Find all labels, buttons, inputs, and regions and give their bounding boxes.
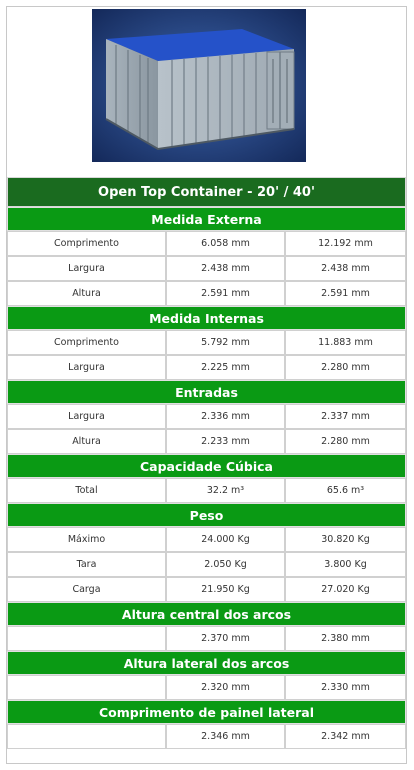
section-header-row — [7, 454, 406, 478]
value-40ft: 30.820 Kg — [285, 527, 406, 552]
value-20ft: 2.370 mm — [166, 626, 285, 651]
table-row — [7, 675, 406, 700]
row-label: Comprimento — [7, 231, 166, 256]
table-row — [7, 355, 406, 380]
row-label: Carga — [7, 577, 166, 602]
table-row — [7, 478, 406, 503]
table-title-row — [7, 177, 406, 207]
row-label: Altura — [7, 281, 166, 306]
value-20ft: 21.950 Kg — [166, 577, 285, 602]
value-40ft: 2.380 mm — [285, 626, 406, 651]
table-title: Open Top Container - 20' / 40' — [7, 177, 406, 207]
value-20ft: 2.591 mm — [166, 281, 285, 306]
value-20ft: 2.320 mm — [166, 675, 285, 700]
value-40ft: 2.280 mm — [285, 355, 406, 380]
section-header: Medida Externa — [7, 207, 406, 231]
section-header: Altura central dos arcos — [7, 602, 406, 626]
value-20ft: 6.058 mm — [166, 231, 285, 256]
table-row — [7, 527, 406, 552]
value-20ft: 32.2 m³ — [166, 478, 285, 503]
row-label — [7, 724, 166, 749]
table-row — [7, 552, 406, 577]
value-40ft: 12.192 mm — [285, 231, 406, 256]
row-label: Tara — [7, 552, 166, 577]
row-label: Largura — [7, 256, 166, 281]
section-header: Altura lateral dos arcos — [7, 651, 406, 675]
row-label: Total — [7, 478, 166, 503]
value-20ft: 2.225 mm — [166, 355, 285, 380]
value-40ft: 2.330 mm — [285, 675, 406, 700]
value-40ft: 3.800 Kg — [285, 552, 406, 577]
row-label: Máximo — [7, 527, 166, 552]
container-specs-table — [7, 177, 406, 749]
table-row — [7, 404, 406, 429]
table-row — [7, 626, 406, 651]
container-photo — [92, 9, 306, 162]
value-20ft: 2.050 Kg — [166, 552, 285, 577]
value-20ft: 2.346 mm — [166, 724, 285, 749]
value-40ft: 2.591 mm — [285, 281, 406, 306]
value-40ft: 2.337 mm — [285, 404, 406, 429]
table-row — [7, 281, 406, 306]
value-40ft: 27.020 Kg — [285, 577, 406, 602]
table-row — [7, 231, 406, 256]
section-header: Peso — [7, 503, 406, 527]
section-header-row — [7, 380, 406, 404]
value-20ft: 2.438 mm — [166, 256, 285, 281]
section-header-row — [7, 602, 406, 626]
table-row — [7, 256, 406, 281]
value-40ft: 2.342 mm — [285, 724, 406, 749]
value-20ft: 2.233 mm — [166, 429, 285, 454]
value-40ft: 2.280 mm — [285, 429, 406, 454]
value-40ft: 65.6 m³ — [285, 478, 406, 503]
row-label: Largura — [7, 355, 166, 380]
section-header: Medida Internas — [7, 306, 406, 330]
row-label — [7, 626, 166, 651]
value-40ft: 2.438 mm — [285, 256, 406, 281]
value-40ft: 11.883 mm — [285, 330, 406, 355]
section-header-row — [7, 503, 406, 527]
table-row — [7, 330, 406, 355]
value-20ft: 2.336 mm — [166, 404, 285, 429]
section-header-row — [7, 207, 406, 231]
section-header-row — [7, 651, 406, 675]
value-20ft: 5.792 mm — [166, 330, 285, 355]
value-20ft: 24.000 Kg — [166, 527, 285, 552]
table-row — [7, 724, 406, 749]
row-label: Comprimento — [7, 330, 166, 355]
table-row — [7, 577, 406, 602]
row-label: Largura — [7, 404, 166, 429]
table-row — [7, 429, 406, 454]
row-label: Altura — [7, 429, 166, 454]
section-header: Entradas — [7, 380, 406, 404]
section-header-row — [7, 700, 406, 724]
section-header: Capacidade Cúbica — [7, 454, 406, 478]
section-header-row — [7, 306, 406, 330]
section-header: Comprimento de painel lateral — [7, 700, 406, 724]
row-label — [7, 675, 166, 700]
